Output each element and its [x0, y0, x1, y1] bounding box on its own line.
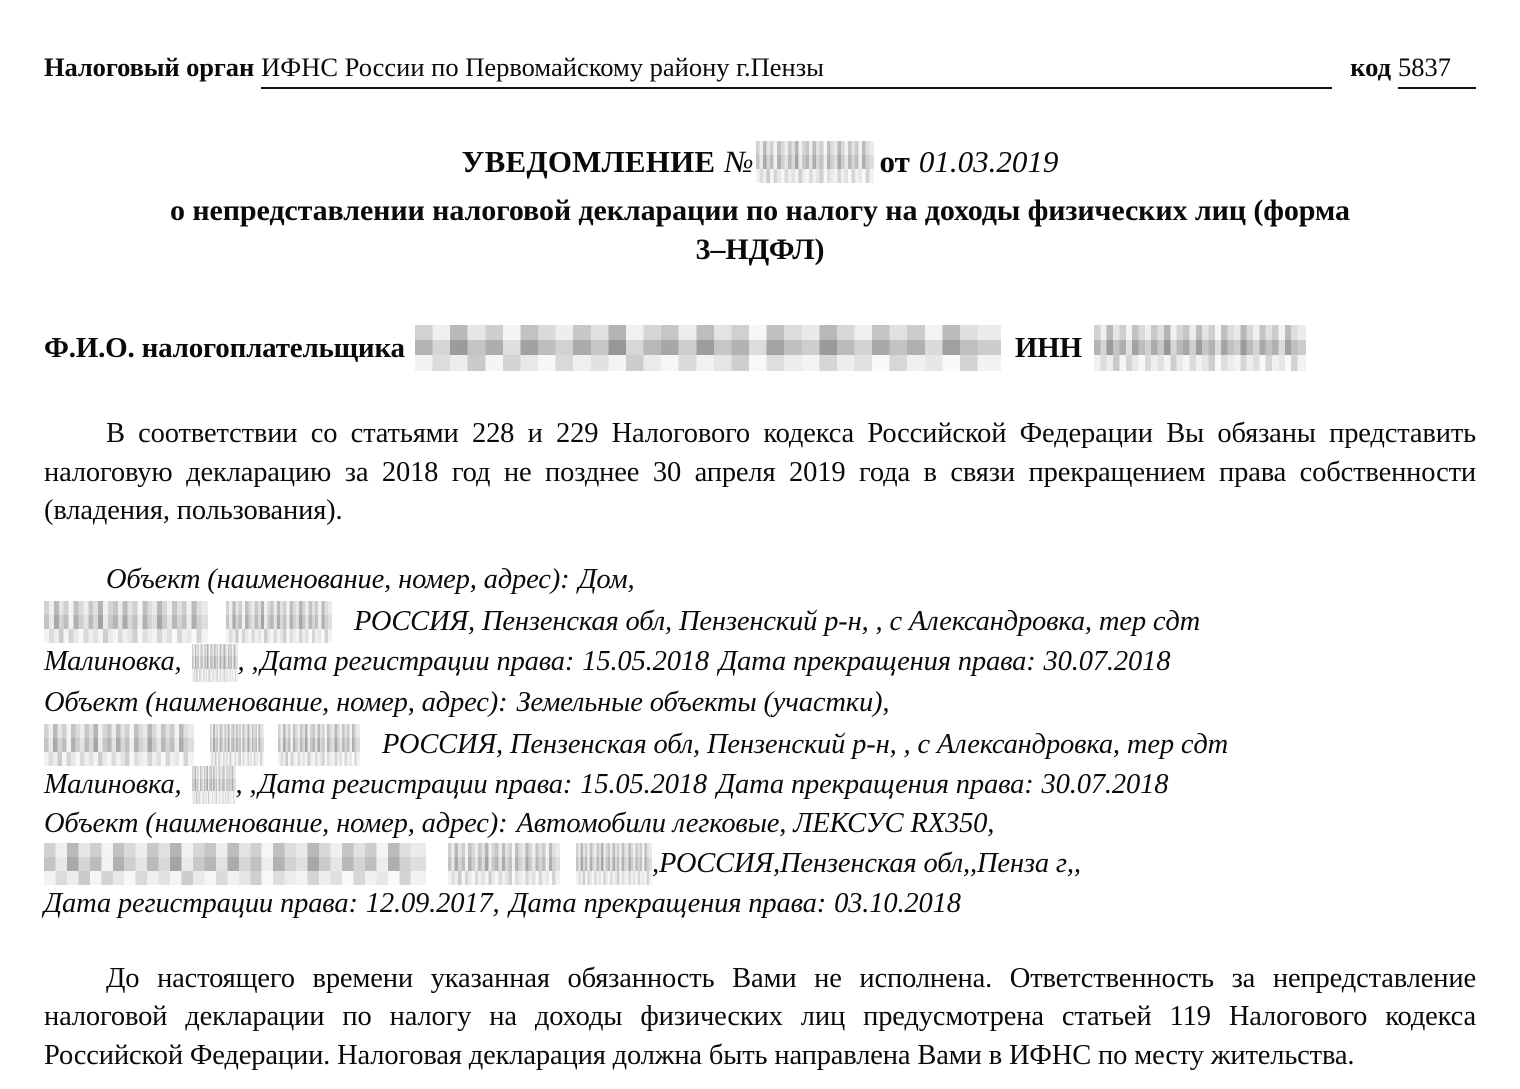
redaction-mosaic	[44, 857, 426, 871]
object-termination-date: 30.07.2018	[1043, 646, 1171, 678]
object-address-street: Малиновка,	[44, 646, 182, 678]
object-line	[44, 682, 1476, 724]
object-plot-number-redaction	[192, 766, 236, 804]
redaction-mosaic	[44, 615, 208, 629]
object-address-redaction-a	[44, 601, 208, 643]
object-line	[44, 805, 1476, 844]
object-address-street: Малиновка,	[44, 768, 182, 800]
object-termination-date: 30.07.2018	[1041, 768, 1169, 800]
redaction-mosaic	[44, 738, 194, 752]
redaction-mosaic	[1094, 340, 1306, 356]
object-line	[44, 766, 1476, 805]
object-address-redaction-b	[210, 724, 264, 766]
object-house-number-redaction	[192, 644, 238, 682]
inn-redaction	[1094, 325, 1306, 371]
tax-authority-value: ИФНС России по Первомайскому району г.Пензы	[261, 52, 1332, 89]
inn-label: ИНН	[1014, 331, 1082, 364]
redaction-mosaic	[576, 857, 652, 871]
taxpayer-name-label: Ф.И.О. налогоплательщика	[44, 331, 405, 364]
redaction-mosaic	[415, 340, 1001, 356]
title-preposition-ot: от	[879, 143, 910, 179]
object-address-country: РОССИЯ, Пензенская обл, Пензенский р-н, , с Александровка, тер сдт	[354, 606, 1201, 638]
object-label: Объект (наименование, номер, адрес):	[44, 686, 508, 718]
code-label: код	[1350, 52, 1391, 82]
title-subtitle: о непредставлении налоговой декларации по налогу на доходы физических лиц (форма 3–НДФЛ)	[170, 194, 1350, 266]
object-address-country: ,РОССИЯ,Пензенская обл,,Пенза г,,	[652, 847, 1081, 879]
title-block	[44, 141, 1476, 269]
redaction-mosaic	[756, 155, 874, 169]
object-termination-label: Дата прекращения права:	[719, 646, 1036, 678]
redaction-mosaic	[448, 857, 560, 871]
obligation-paragraph: В соответствии со статьями 228 и 229 Налогового кодекса Российской Федерации Вы обязаны представить налоговую декларацию за 2018 год не позднее 30 апреля 2019 года в связи прекращением права собственности (владения, пользования).	[44, 418, 1476, 527]
object-address-country: РОССИЯ, Пензенская обл, Пензенский р-н, , с Александровка, тер сдт	[382, 728, 1229, 760]
header-row	[44, 0, 1476, 89]
object-type: Дом,	[578, 564, 635, 596]
object-registration-date: 15.05.2018	[582, 646, 710, 678]
notification-date: 01.03.2019	[918, 143, 1059, 179]
redaction-mosaic	[226, 615, 332, 629]
liability-paragraph: До настоящего времени указанная обязанность Вами не исполнена. Ответственность за непредставление налоговой декларации по налогу на доходы физических лиц предусмотрена статьей 119 Налогового кодекса Российской Федерации. Налоговая декларация должна быть направлена Вами в ИФНС по месту жительства.	[44, 962, 1476, 1071]
code-value: 5837	[1398, 52, 1476, 89]
object-address-redaction-c	[278, 724, 360, 766]
object-termination-label: Дата прекращения права:	[717, 768, 1034, 800]
notification-number-sign: №	[724, 143, 754, 179]
redaction-mosaic	[192, 779, 236, 792]
object-address-redaction-b	[226, 601, 332, 643]
object-owner-redaction	[576, 843, 652, 885]
page-title: УВЕДОМЛЕНИЕ	[461, 143, 716, 179]
object-line	[44, 559, 1476, 601]
object-line	[44, 724, 1476, 766]
object-registration-date: 15.05.2018	[580, 768, 708, 800]
taxpayer-row	[44, 325, 1476, 371]
object-plate-redaction	[448, 843, 560, 885]
taxpayer-name-redaction	[415, 325, 1001, 371]
object-tail-separator: , ,	[235, 768, 257, 800]
object-line	[44, 601, 1476, 643]
tax-authority-label: Налоговый орган	[44, 52, 255, 82]
object-termination-date: 03.10.2018	[834, 888, 961, 920]
object-registration-date: 12.09.2017	[365, 888, 493, 920]
object-separator-comma: ,	[492, 888, 500, 920]
object-termination-label: Дата прекращения права:	[509, 888, 827, 920]
object-registration-label: Дата регистрации права:	[44, 888, 358, 920]
object-line	[44, 843, 1476, 885]
title-line-primary	[44, 141, 1476, 183]
object-line	[44, 643, 1476, 682]
objects-block	[44, 559, 1476, 923]
redaction-mosaic	[278, 738, 360, 752]
object-type: Автомобили легковые, ЛЕКСУС RX350,	[516, 807, 995, 839]
notification-number-redaction	[756, 141, 874, 183]
object-registration-label: Дата регистрации права:	[260, 646, 575, 678]
object-address-redaction-a	[44, 724, 194, 766]
object-type: Земельные объекты (участки),	[516, 686, 890, 718]
object-label: Объект (наименование, номер, адрес):	[106, 564, 570, 596]
object-line	[44, 885, 1476, 924]
object-tail-separator: , ,	[237, 646, 259, 678]
object-registration-label: Дата регистрации права:	[258, 768, 573, 800]
object-label: Объект (наименование, номер, адрес):	[44, 807, 508, 839]
redaction-mosaic	[192, 656, 238, 669]
redaction-mosaic	[210, 738, 264, 752]
object-vin-redaction	[44, 843, 426, 885]
